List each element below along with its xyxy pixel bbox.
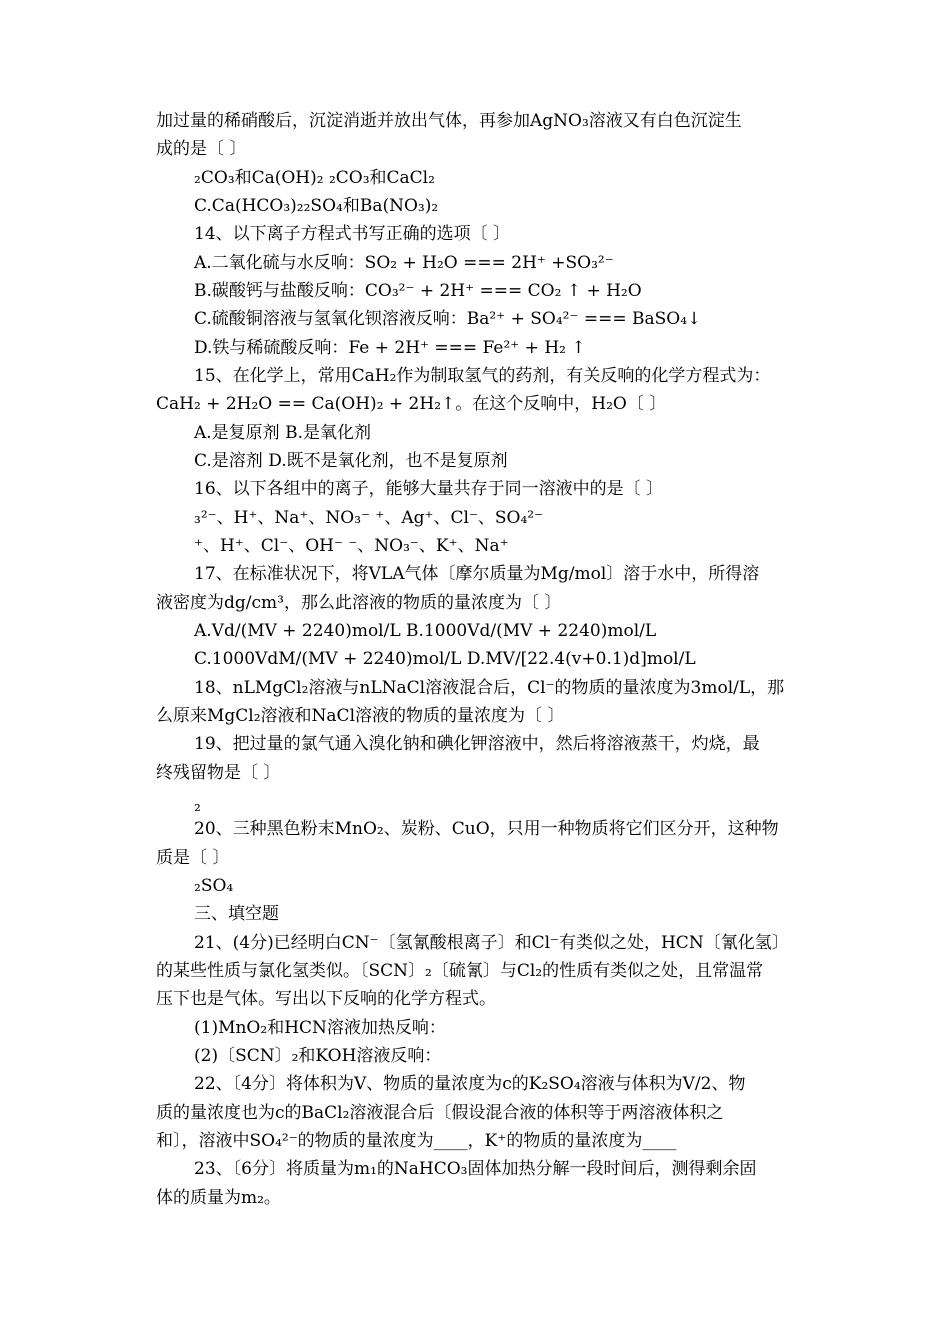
option-line: C.Ca(HCO₃)₂₂SO₄和Ba(NO₃)₂ [194,196,439,216]
text-line: 体的质量为m₂。 [156,1188,281,1208]
question-line: 22、〔4分〕将体积为V、物质的量浓度为c的K₂SO₄溶液与体积为V/2、物 [194,1074,746,1094]
text-line: 么原来MgCl₂溶液和NaCl溶液的物质的量浓度为〔 〕 [156,706,565,726]
text-line: 成的是〔 〕 [156,139,247,159]
text-line: 的某些性质与氯化氢类似。〔SCN〕₂〔硫氰〕与Cl₂的性质有类似之处，且常温常 [156,961,764,981]
question-line: 18、nLMgCl₂溶液与nLNaCl溶液混合后，Cl⁻的物质的量浓度为3mol/L，那 [194,678,785,698]
text-line: 液密度为dg/cm³，那么此溶液的物质的量浓度为〔 〕 [156,593,562,613]
text-line: 质是〔 〕 [156,848,230,868]
option-line: ⁺、H⁺、Cl⁻、OH⁻ ⁻、NO₃⁻、K⁺、Na⁺ [194,536,509,556]
option-line: B.碳酸钙与盐酸反响：CO₃²⁻ + 2H⁺ === CO₂ ↑ + H₂O [194,281,642,301]
text-line: 和〕，溶液中SO₄²⁻的物质的量浓度为____，K⁺的物质的量浓度为____ [156,1131,677,1151]
subquestion-line: (2)〔SCN〕₂和KOH溶液反响： [194,1046,442,1066]
question-line: 17、在标准状况下，将VLA气体〔摩尔质量为Mg/mol〕溶于水中，所得溶 [194,564,760,584]
option-line: C.是溶剂 D.既不是氧化剂，也不是复原剂 [194,451,508,471]
text-line: 终残留物是〔 〕 [156,763,281,783]
question-line: 14、以下离子方程式书写正确的选项〔 〕 [194,224,511,244]
question-line: 19、把过量的氯气通入溴化钠和碘化钾溶液中，然后将溶液蒸干，灼烧，最 [194,734,760,754]
text-line: 质的量浓度也为c的BaCl₂溶液混合后〔假设混合液的体积等于两溶液体积之 [156,1103,724,1123]
section-heading: 三、填空题 [194,904,279,924]
option-line: ₂CO₃和Ca(OH)₂ ₂CO₃和CaCl₂ [194,168,435,188]
option-line: A.Vd/(MV + 2240)mol/L B.1000Vd/(MV + 2240)mol/L [194,621,657,641]
text-line: 压下也是气体。写出以下反响的化学方程式。 [156,989,496,1009]
option-line: ₂SO₄ [194,876,234,896]
text-line: CaH₂ + 2H₂O == Ca(OH)₂ + 2H₂↑。在这个反响中，H₂O〔 〕 [156,394,667,414]
option-line: D.铁与稀硫酸反响：Fe + 2H⁺ === Fe²⁺ + H₂ ↑ [194,338,586,358]
option-line: ₃²⁻、H⁺、Na⁺、NO₃⁻ ⁺、Ag⁺、Cl⁻、SO₄²⁻ [194,508,544,528]
question-line: 16、以下各组中的离子，能够大量共存于同一溶液中的是〔 〕 [194,479,664,499]
option-line: ₂ [194,796,201,816]
question-line: 20、三种黑色粉末MnO₂、炭粉、CuO，只用一种物质将它们区分开，这种物 [194,819,779,839]
option-line: C.1000VdM/(MV + 2240)mol/L D.MV/[22.4(v+0.1)d]mol/L [194,649,696,669]
text-line: 加过量的稀硝酸后，沉淀消逝并放出气体，再参加AgNO₃溶液又有白色沉淀生 [156,111,742,131]
option-line: A.是复原剂 B.是氧化剂 [194,423,371,443]
option-line: C.硫酸铜溶液与氢氧化钡溶液反响：Ba²⁺ + SO₄²⁻ === BaSO₄↓ [194,309,702,329]
question-line: 23、〔6分〕将质量为m₁的NaHCO₃固体加热分解一段时间后，测得剩余固 [194,1159,757,1179]
option-line: A.二氧化硫与水反响：SO₂ + H₂O === 2H⁺ +SO₃²⁻ [194,253,614,273]
question-line: 15、在化学上，常用CaH₂作为制取氢气的药剂，有关反响的化学方程式为： [194,366,771,386]
question-line: 21、(4分)已经明白CN⁻〔氢氰酸根离子〕和Cl⁻有类似之处，HCN〔氰化氢〕 [194,933,789,953]
subquestion-line: (1)MnO₂和HCN溶液加热反响： [194,1018,446,1038]
